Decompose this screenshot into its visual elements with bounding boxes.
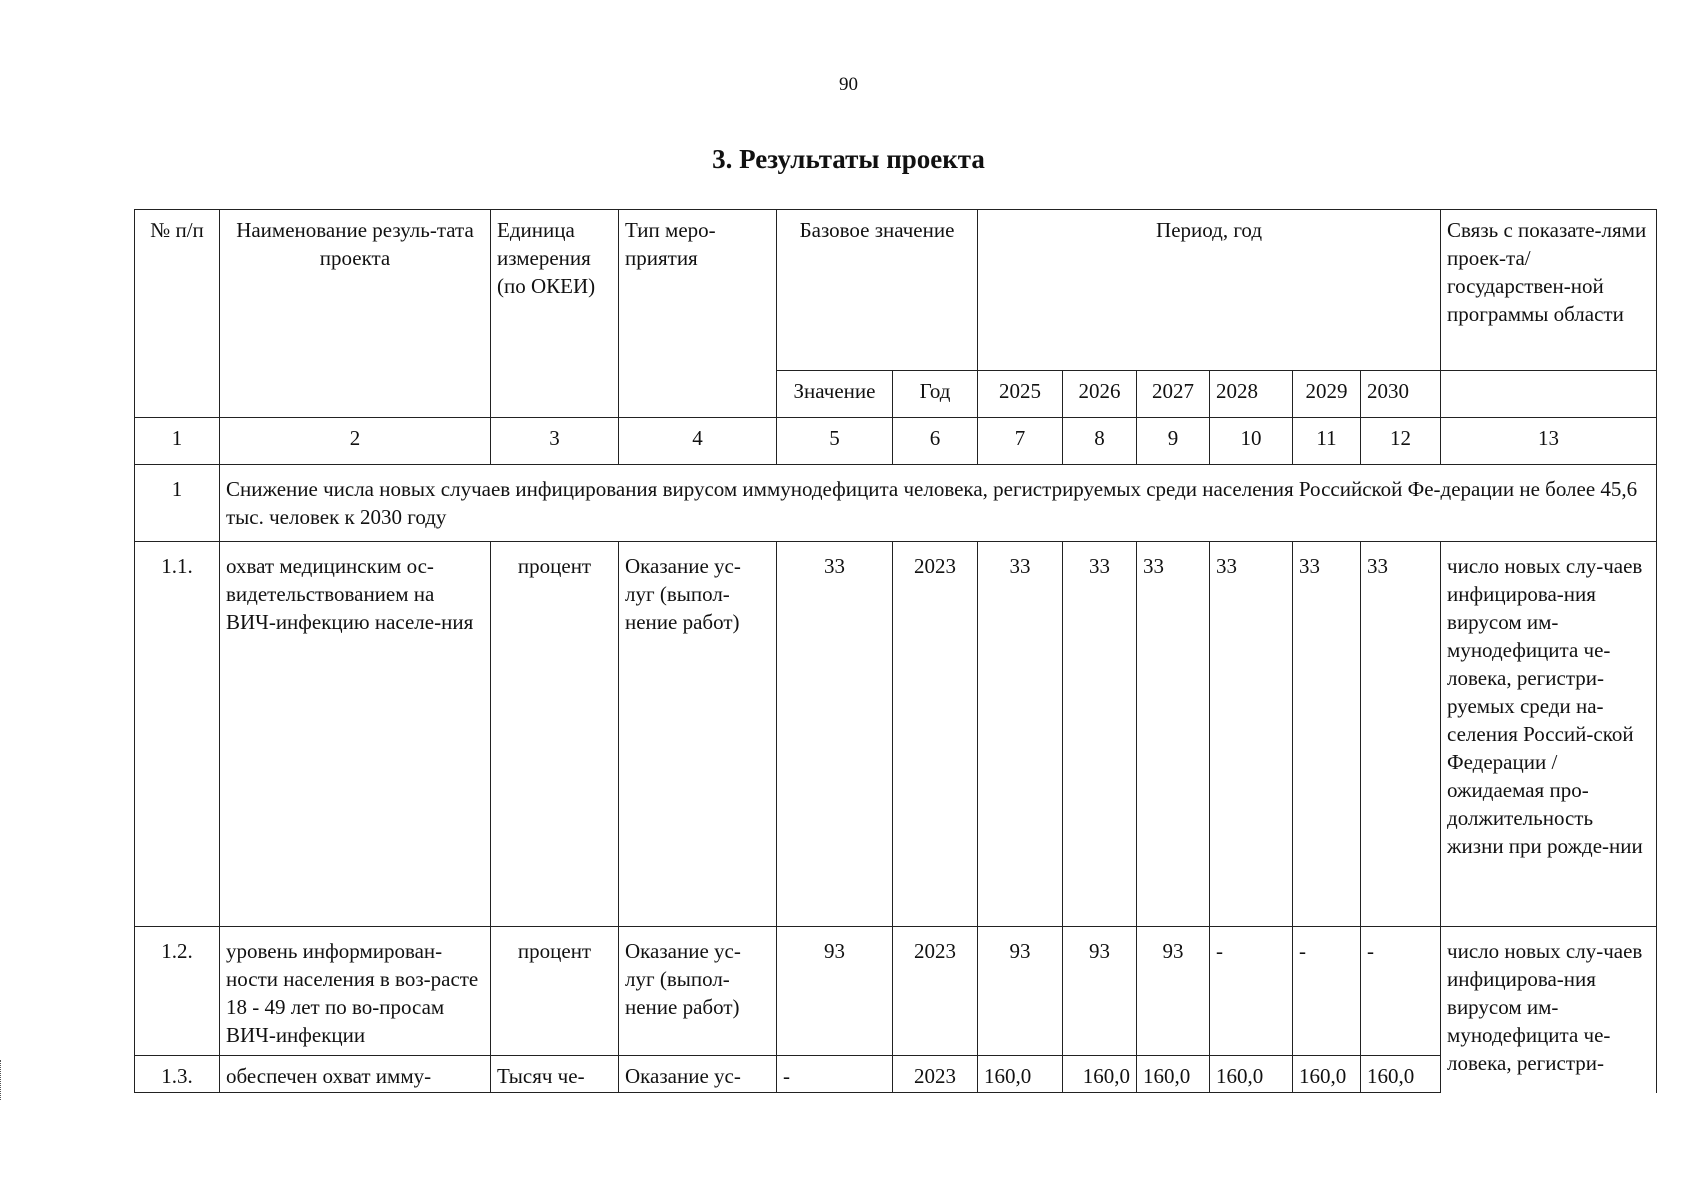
header-base-year: Год — [893, 371, 978, 418]
row-base-value: - — [777, 1056, 893, 1093]
row-num: 1.1. — [135, 542, 220, 927]
row-type: Оказание ус-луг (выпол-нение работ) — [619, 927, 777, 1056]
header-base-value: Значение — [777, 371, 893, 418]
column-numbers-row — [135, 418, 1657, 465]
margin-mark — [0, 1060, 4, 1100]
row-link: число новых слу-чаев инфицирова-ния вирусом им-мунодефицита че-ловека, регистри-руемых среди на-селения Россий-ской Федерации / ожидаемая про-должительность жизни при рожде-нии — [1441, 542, 1657, 927]
row-name: обеспечен охват имму- — [220, 1056, 491, 1093]
section-title: 3. Результаты проекта — [712, 144, 985, 174]
header-unit: Единица измерения (по ОКЕИ) — [491, 210, 619, 418]
header-row — [135, 210, 1657, 371]
header-base: Базовое значение — [777, 210, 978, 371]
row-year-value: 33 — [1210, 542, 1293, 927]
row-year-value: 33 — [1137, 542, 1210, 927]
row-link: число новых слу-чаев инфицирова-ния вирусом им-мунодефицита че-ловека, регистри- — [1441, 927, 1657, 1093]
row-name: охват медицинским ос-видетельствованием на ВИЧ-инфекцию населе-ния — [220, 542, 491, 927]
row-year-value: 160,0 — [978, 1056, 1063, 1093]
row-base-year: 2023 — [893, 1056, 978, 1093]
row-year-value: - — [1210, 927, 1293, 1056]
row-year-value: - — [1293, 927, 1361, 1056]
column-number: 11 — [1293, 418, 1361, 465]
column-number: 8 — [1063, 418, 1137, 465]
header-year: 2026 — [1063, 371, 1137, 418]
row-unit: процент — [491, 542, 619, 927]
row-year-value: 33 — [978, 542, 1063, 927]
page-number: 90 — [839, 74, 858, 95]
row-year-value: 33 — [1293, 542, 1361, 927]
table-row — [135, 1056, 1657, 1093]
header-year: 2029 — [1293, 371, 1361, 418]
row-year-value: 93 — [1063, 927, 1137, 1056]
row-year-value: 33 — [1063, 542, 1137, 927]
row-unit: Тысяч че- — [491, 1056, 619, 1093]
header-link: Связь с показате-лями проек-та/государствен-ной программы области — [1441, 210, 1657, 371]
header-year: 2028 — [1210, 371, 1293, 418]
header-link-empty — [1441, 371, 1657, 418]
column-number: 6 — [893, 418, 978, 465]
section-row — [135, 465, 1657, 542]
column-number: 4 — [619, 418, 777, 465]
row-base-value: 33 — [777, 542, 893, 927]
row-year-value: 160,0 — [1137, 1056, 1210, 1093]
row-year-value: 160,0 — [1210, 1056, 1293, 1093]
column-number: 5 — [777, 418, 893, 465]
row-year-value: 160,0 — [1361, 1056, 1441, 1093]
table-row — [135, 542, 1657, 927]
row-base-value: 93 — [777, 927, 893, 1056]
row-year-value: 93 — [978, 927, 1063, 1056]
column-number: 12 — [1361, 418, 1441, 465]
column-number: 3 — [491, 418, 619, 465]
row-base-year: 2023 — [893, 927, 978, 1056]
header-period: Период, год — [978, 210, 1441, 371]
column-number: 10 — [1210, 418, 1293, 465]
results-table — [134, 209, 1657, 1093]
row-year-value: 160,0 — [1293, 1056, 1361, 1093]
header-type: Тип меро-приятия — [619, 210, 777, 418]
column-number: 13 — [1441, 418, 1657, 465]
row-year-value: 33 — [1361, 542, 1441, 927]
column-number: 1 — [135, 418, 220, 465]
row-year-value: 160,0 — [1063, 1056, 1137, 1093]
row-base-year: 2023 — [893, 542, 978, 927]
row-num: 1.3. — [135, 1056, 220, 1093]
row-year-value: - — [1361, 927, 1441, 1056]
row-name: уровень информирован-ности населения в воз-расте 18 - 49 лет по во-просам ВИЧ-инфекции — [220, 927, 491, 1056]
header-year: 2025 — [978, 371, 1063, 418]
column-number: 9 — [1137, 418, 1210, 465]
header-num: № п/п — [135, 210, 220, 418]
row-type: Оказание ус-луг (выпол-нение работ) — [619, 542, 777, 927]
table-row — [135, 927, 1657, 1056]
column-number: 7 — [978, 418, 1063, 465]
row-year-value: 93 — [1137, 927, 1210, 1056]
header-year: 2027 — [1137, 371, 1210, 418]
row-unit: процент — [491, 927, 619, 1056]
section-text: Снижение числа новых случаев инфицирования вирусом иммунодефицита человека, регистрируемых среди населения Российской Фе-дерации не более 45,6 тыс. человек к 2030 году — [220, 465, 1657, 542]
section-num: 1 — [135, 465, 220, 542]
header-name: Наименование резуль-тата проекта — [220, 210, 491, 418]
header-year: 2030 — [1361, 371, 1441, 418]
row-type: Оказание ус- — [619, 1056, 777, 1093]
row-num: 1.2. — [135, 927, 220, 1056]
column-number: 2 — [220, 418, 491, 465]
